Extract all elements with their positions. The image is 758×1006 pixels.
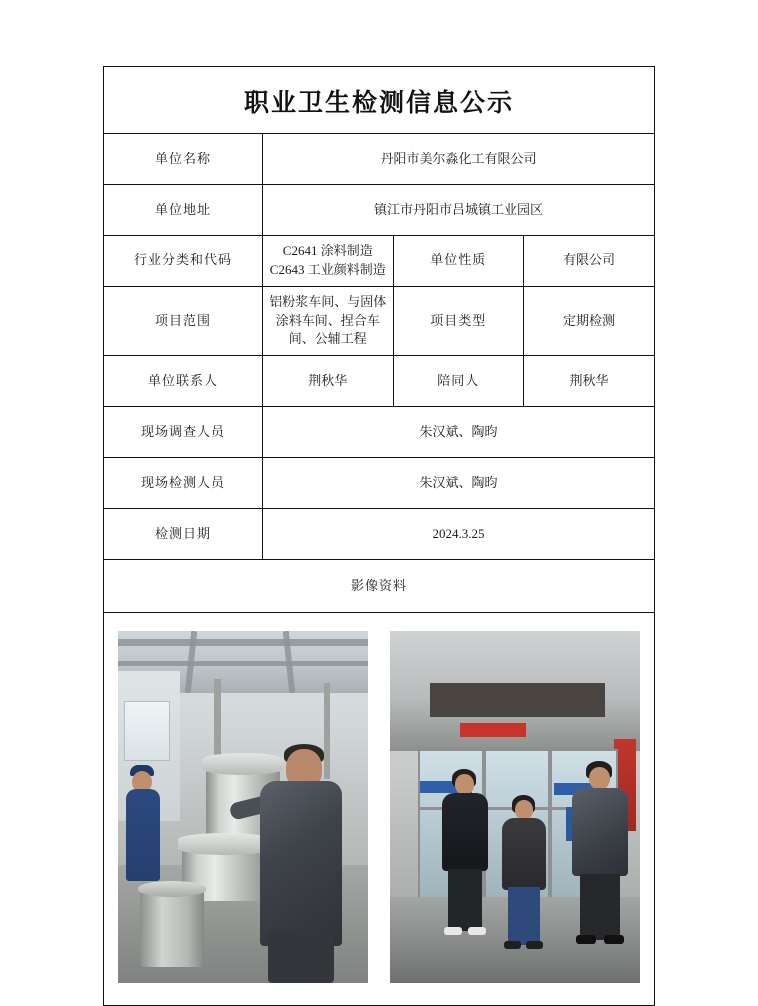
person-middle-head xyxy=(515,800,533,820)
entrance-photo xyxy=(390,631,640,983)
row-value-accompany-person: 荆秋华 xyxy=(524,356,655,407)
row-value-project-scope: 铝粉浆车间、与固体涂料车间、捏合车间、公辅工程 xyxy=(263,286,394,356)
row-label-company-address: 单位地址 xyxy=(104,185,263,236)
person-right-body xyxy=(572,788,628,876)
person-left-head xyxy=(455,774,474,795)
table-row xyxy=(104,407,654,458)
photo-section xyxy=(104,612,654,1005)
person-left-shoe xyxy=(468,927,486,935)
table-row xyxy=(104,356,654,407)
row-label-project-scope: 项目范围 xyxy=(104,286,263,356)
window xyxy=(124,701,170,761)
worker-in-blue-uniform xyxy=(126,789,160,881)
person-right-shoe xyxy=(576,935,596,944)
ceiling-beam xyxy=(118,639,368,646)
row-value-contact-person: 荆秋华 xyxy=(263,356,394,407)
row-label-contact-person: 单位联系人 xyxy=(104,356,263,407)
person-left-legs xyxy=(448,869,482,931)
door-mullion xyxy=(548,749,552,899)
signboard-band xyxy=(430,683,605,717)
mixing-tank-secondary-lid xyxy=(178,833,272,855)
row-label-industry-code: 行业分类和代码 xyxy=(104,236,263,287)
steel-drum-lid xyxy=(138,881,206,897)
table-row xyxy=(104,458,654,509)
row-value-project-type: 定期检测 xyxy=(524,286,655,356)
table-row xyxy=(104,185,654,236)
row-label-company-name: 单位名称 xyxy=(104,134,263,185)
media-section-label: 影像资料 xyxy=(350,577,407,593)
person-middle-legs xyxy=(508,887,540,945)
person-middle-body xyxy=(502,818,546,890)
person-right-legs xyxy=(580,874,620,940)
row-label-project-type: 项目类型 xyxy=(393,286,524,356)
row-label-testing-staff: 现场检测人员 xyxy=(104,458,263,509)
row-value-survey-staff: 朱汉斌、陶昀 xyxy=(263,407,655,458)
workshop-photo xyxy=(118,631,368,983)
person-middle-shoe xyxy=(526,941,543,949)
row-value-company-name: 丹阳市美尔淼化工有限公司 xyxy=(263,134,655,185)
man-in-grey-jacket xyxy=(260,781,342,946)
person-right-head xyxy=(589,767,610,790)
row-label-survey-staff: 现场调查人员 xyxy=(104,407,263,458)
red-banner xyxy=(460,723,526,737)
person-middle-shoe xyxy=(504,941,521,949)
person-right-shoe xyxy=(604,935,624,944)
row-value-test-date: 2024.3.25 xyxy=(263,509,655,560)
row-value-company-type: 有限公司 xyxy=(524,236,655,287)
row-value-industry-code: C2641 涂料制造 C2643 工业颜料制造 xyxy=(263,236,394,287)
row-label-test-date: 检测日期 xyxy=(104,509,263,560)
page-title: 职业卫生检测信息公示 xyxy=(243,88,514,117)
person-left-shoe xyxy=(444,927,462,935)
table-row xyxy=(104,509,654,560)
row-value-company-address: 镇江市丹阳市吕城镇工业园区 xyxy=(263,185,655,236)
table-row xyxy=(104,134,654,185)
table-row xyxy=(104,560,654,613)
row-label-accompany-person: 陪同人 xyxy=(393,356,524,407)
table-row xyxy=(104,236,654,287)
person-left-body xyxy=(442,793,488,871)
table-row xyxy=(104,286,654,356)
document-title-row xyxy=(104,67,654,134)
ceiling-beam xyxy=(118,661,368,666)
man-legs xyxy=(268,931,334,983)
info-table xyxy=(104,134,654,612)
steel-drum xyxy=(140,889,204,967)
mixing-tank-lid xyxy=(202,753,284,775)
row-label-company-type: 单位性质 xyxy=(393,236,524,287)
row-value-testing-staff: 朱汉斌、陶昀 xyxy=(263,458,655,509)
public-notice-document xyxy=(103,66,655,1006)
vertical-pipe xyxy=(324,683,330,779)
